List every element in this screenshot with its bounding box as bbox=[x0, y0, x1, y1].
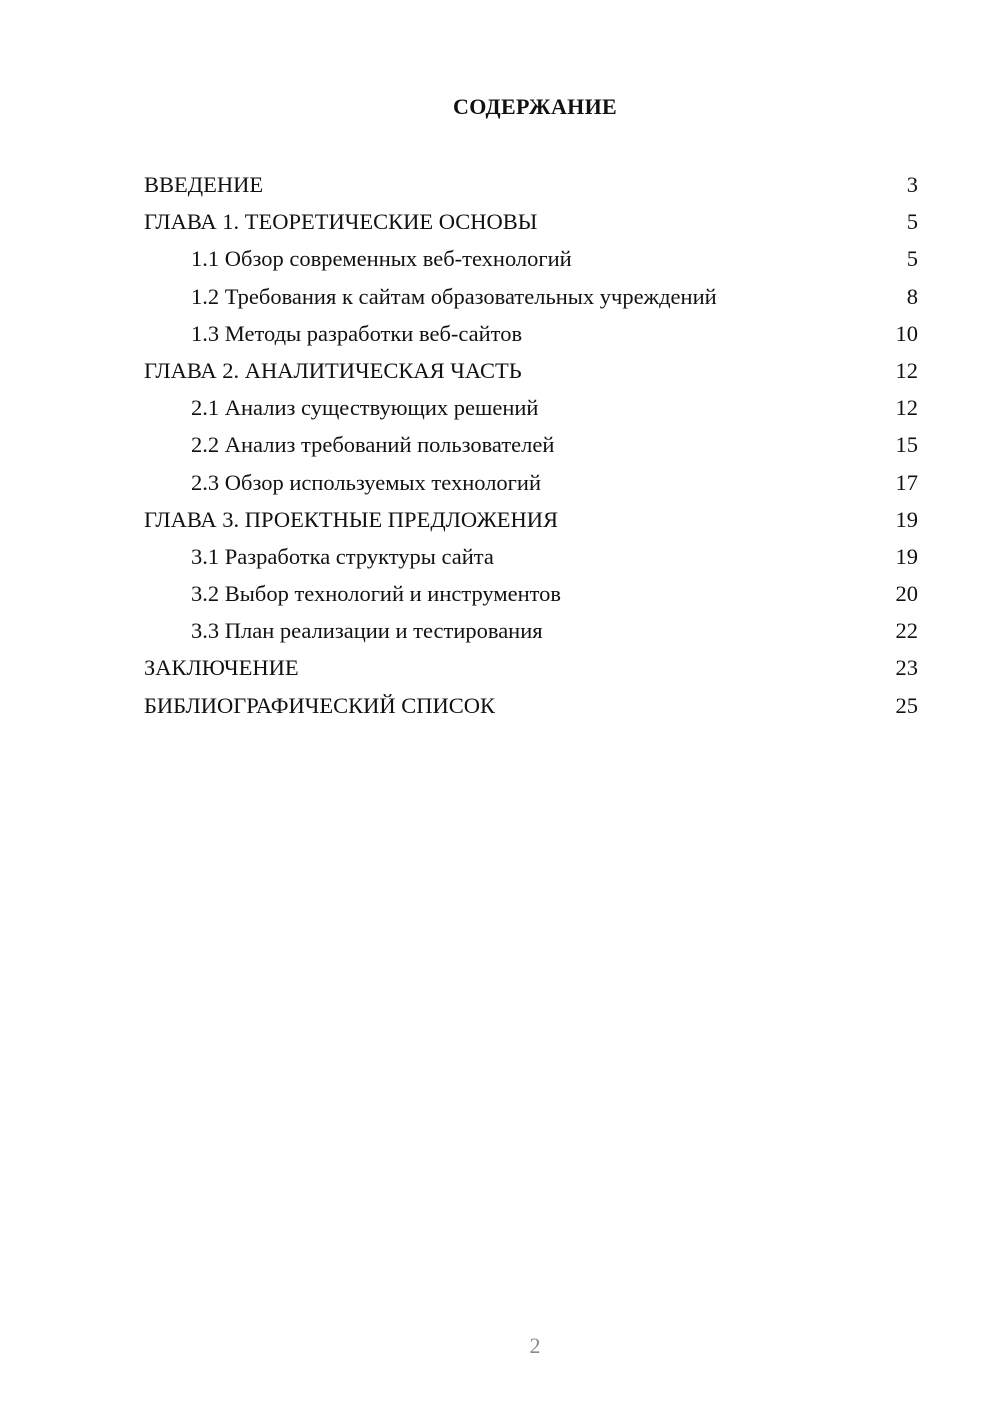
toc-entry-label: 2.1 Анализ существующих решений bbox=[191, 395, 539, 421]
toc-entry-label: 3.3 План реализации и тестирования bbox=[191, 618, 543, 644]
table-of-contents bbox=[144, 166, 918, 724]
toc-entry-label: ГЛАВА 2. АНАЛИТИЧЕСКАЯ ЧАСТЬ bbox=[144, 357, 522, 383]
toc-entry-label: ВВЕДЕНИЕ bbox=[144, 172, 264, 197]
toc-entry bbox=[144, 687, 918, 724]
toc-entry-page: 19 bbox=[895, 543, 918, 569]
toc-entry-label: 3.2 Выбор технологий и инструментов bbox=[191, 581, 562, 607]
toc-entry-page: 5 bbox=[906, 209, 918, 235]
toc-entry-page: 3 bbox=[906, 172, 918, 197]
toc-entry-label: 1.2 Требования к сайтам образовательных учреждений bbox=[191, 283, 717, 309]
toc-entry bbox=[144, 649, 918, 686]
toc-entry bbox=[144, 278, 918, 315]
toc-entry-label: 1.3 Методы разработки веб-сайтов bbox=[191, 320, 523, 346]
page-number: 2 bbox=[529, 1333, 541, 1358]
toc-entry bbox=[144, 426, 918, 463]
toc-entry-page: 23 bbox=[895, 655, 918, 681]
toc-entry-label: ГЛАВА 1. ТЕОРЕТИЧЕСКИЕ ОСНОВЫ bbox=[144, 209, 538, 235]
toc-entry-page: 12 bbox=[895, 357, 918, 383]
toc-entry-label: 2.2 Анализ требований пользователей bbox=[191, 432, 555, 458]
toc-entry bbox=[144, 203, 918, 240]
toc-entry bbox=[144, 315, 918, 352]
toc-entry-page: 22 bbox=[895, 618, 918, 644]
toc-entry bbox=[144, 501, 918, 538]
toc-entry bbox=[144, 166, 918, 203]
toc-entry bbox=[144, 538, 918, 575]
toc-entry bbox=[144, 240, 918, 277]
toc-entry-page: 19 bbox=[895, 506, 918, 532]
toc-entry-page: 25 bbox=[895, 692, 918, 718]
toc-entry-page: 8 bbox=[906, 283, 918, 309]
toc-entry bbox=[144, 464, 918, 501]
toc-entry-page: 17 bbox=[895, 469, 918, 495]
toc-entry-page: 20 bbox=[895, 581, 918, 607]
toc-entry-page: 12 bbox=[895, 395, 918, 421]
toc-title: СОДЕРЖАНИЕ bbox=[453, 94, 617, 119]
toc-entry-label: 3.1 Разработка структуры сайта bbox=[191, 543, 494, 569]
toc-entry-label: ЗАКЛЮЧЕНИЕ bbox=[144, 655, 299, 681]
toc-entry bbox=[144, 389, 918, 426]
toc-entry-page: 10 bbox=[895, 320, 918, 346]
toc-entry-label: БИБЛИОГРАФИЧЕСКИЙ СПИСОК bbox=[144, 692, 496, 718]
toc-entry-label: ГЛАВА 3. ПРОЕКТНЫЕ ПРЕДЛОЖЕНИЯ bbox=[144, 506, 559, 532]
toc-entry-page: 15 bbox=[895, 432, 918, 458]
toc-entry bbox=[144, 575, 918, 612]
toc-entry-label: 2.3 Обзор используемых технологий bbox=[191, 469, 541, 495]
toc-entry bbox=[144, 352, 918, 389]
toc-entry bbox=[144, 612, 918, 649]
toc-entry-label: 1.1 Обзор современных веб-технологий bbox=[191, 246, 572, 272]
toc-entry-page: 5 bbox=[906, 246, 918, 272]
